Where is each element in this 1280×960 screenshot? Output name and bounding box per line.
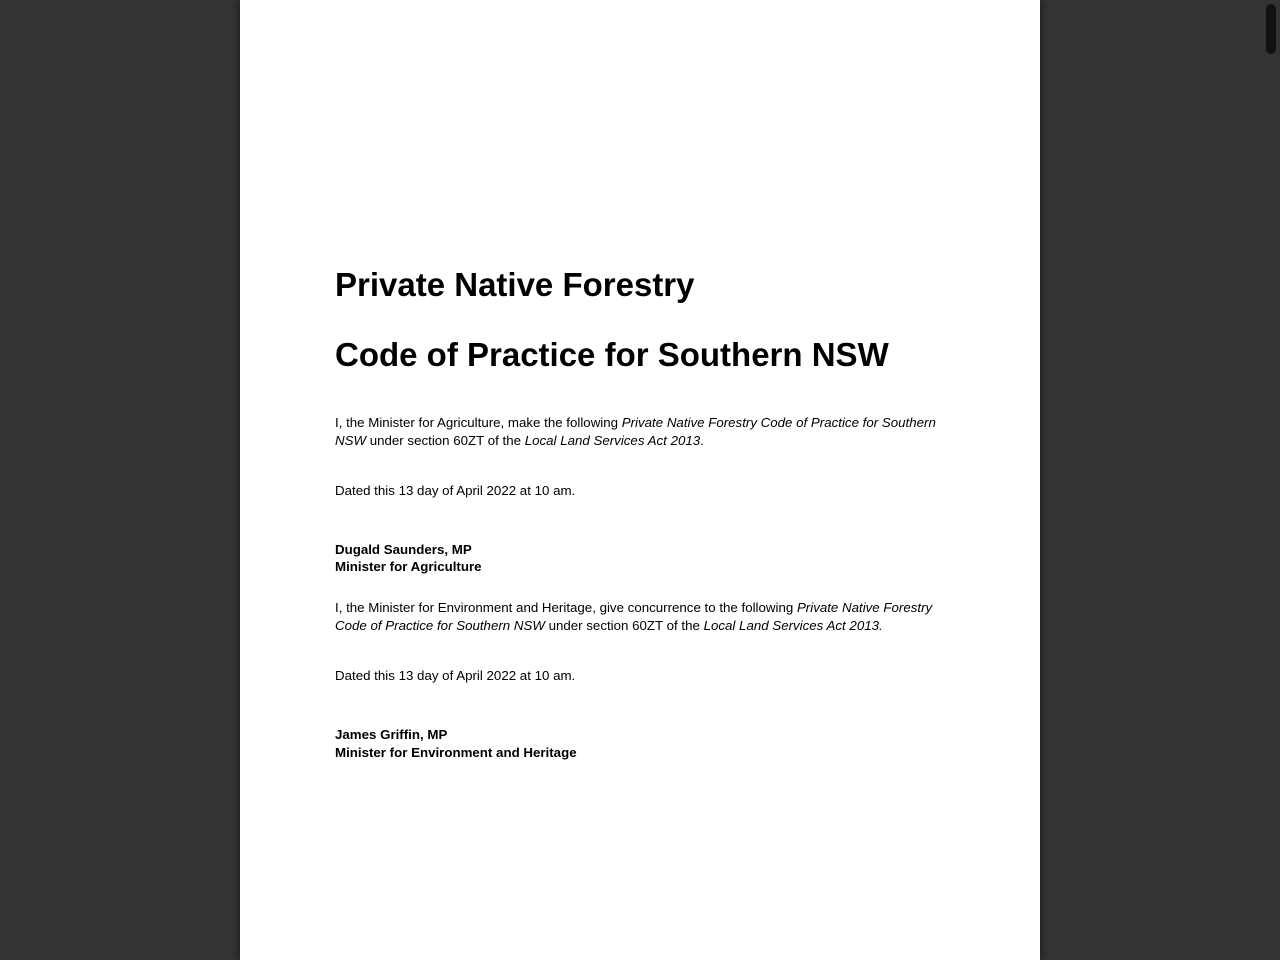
concurrence-statement-text-1: I, the Minister for Environment and Heritage, give concurrence to the following [335,600,797,615]
making-statement-text-2: under section 60ZT of the [366,433,525,448]
page-content [335,266,950,762]
making-statement-act-title: Local Land Services Act 2013 [524,433,701,448]
vertical-scrollbar[interactable] [1266,2,1276,958]
concurrence-statement [335,599,950,635]
scrollbar-thumb[interactable] [1266,4,1276,54]
signatory-1-name: Dugald Saunders, MP [335,542,472,557]
signatory-2-role: Minister for Environment and Heritage [335,745,577,760]
concurrence-statement-text-2: under section 60ZT of the [544,618,704,633]
making-statement-text-1: I, the Minister for Agriculture, make the following [335,415,622,430]
making-statement [335,414,950,450]
dated-line-2: Dated this 13 day of April 2022 at 10 am. [335,668,576,683]
document-page [240,0,1040,960]
making-statement-code-title: Private Native Forestry Code of Practice for Southern NSW [335,415,936,448]
concurrence-statement-act-title: Local Land Services Act 2013. [703,618,883,633]
signatory-1-role: Minister for Agriculture [335,559,482,574]
dated-line-1: Dated this 13 day of April 2022 at 10 am. [335,483,576,498]
concurrence-statement-code-title: Private Native Forestry Code of Practice for Southern NSW [335,600,933,633]
title-line-2: Code of Practice for Southern NSW [335,336,889,373]
signature-block-1 [335,541,950,575]
signature-block-2 [335,726,950,762]
title-line-1: Private Native Forestry [335,266,695,303]
making-statement-text-3: . [700,433,704,448]
signatory-2-name: James Griffin, MP [335,727,448,742]
